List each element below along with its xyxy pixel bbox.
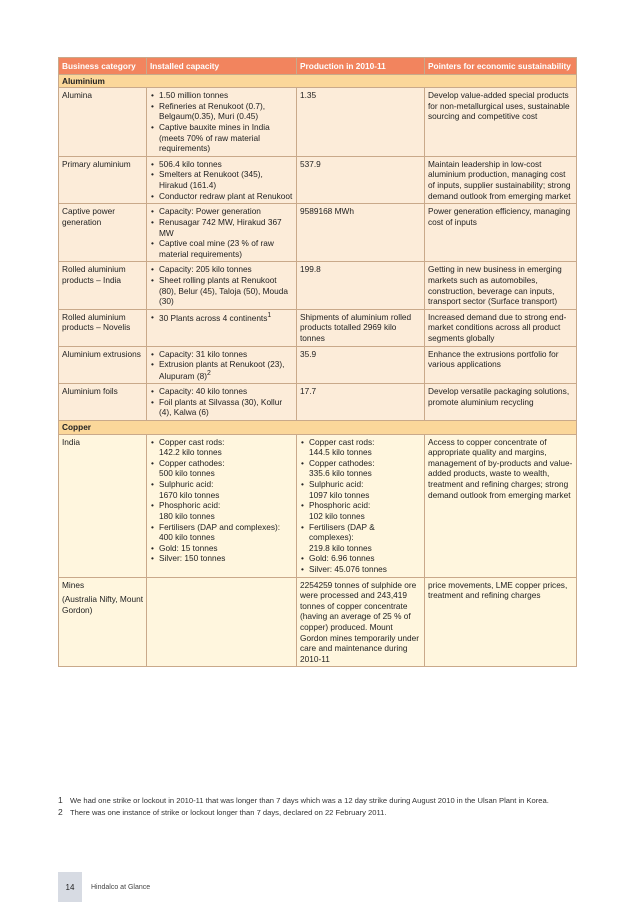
cell-capacity (147, 88, 297, 157)
table-row (59, 262, 577, 309)
list-item-label: Sulphuric acid: (159, 479, 214, 490)
cell-capacity (147, 384, 297, 421)
list-item-value: 102 kilo tonnes (309, 510, 365, 521)
list-item-value: 335.6 kilo tonnes (309, 468, 372, 479)
capacity-list (150, 437, 293, 564)
capacity-item (150, 206, 293, 217)
cell-production: 17.7 (297, 384, 425, 421)
capacity-item (150, 191, 293, 202)
capacity-item-text: Capacity: 205 kilo tonnes (159, 264, 252, 275)
capacity-item (150, 159, 293, 170)
table-row (59, 204, 577, 262)
list-item (150, 458, 293, 479)
cell-category: Captive power generation (59, 204, 147, 262)
capacity-item-text: Sheet rolling plants at Renukoot (80), Belur (45), Taloja (50), Mouda (30) (159, 274, 288, 307)
cell-production: 2254259 tonnes of sulphide ore were processed and 243,419 tonnes of copper concentrate (having an average of 25 % of copper) produced. Mount Gordon mines temporarily under care and maintenance during 2010-11 (297, 577, 425, 667)
capacity-item (150, 90, 293, 101)
list-item-value: 219.8 kilo tonnes (309, 542, 372, 553)
list-item (150, 500, 293, 521)
table-row (59, 384, 577, 421)
list-item-label: Silver: 150 tonnes (159, 553, 226, 564)
capacity-item-text: Renusagar 742 MW, Hirakud 367 MW (159, 216, 282, 238)
list-item-value: 1097 kilo tonnes (309, 489, 370, 500)
cell-category: Aluminium foils (59, 384, 147, 421)
capacity-item (150, 122, 293, 154)
capacity-item (150, 397, 293, 418)
list-item-label: Copper cast rods: (309, 436, 375, 447)
capacity-item (150, 359, 293, 381)
footnote-text: There was one instance of strike or lockout longer than 7 days, declared on 22 February 2011. (70, 808, 387, 818)
list-item (150, 553, 293, 564)
cell-pointers: price movements, LME copper prices, treatment and refining charges (425, 577, 577, 667)
header-business-category: Business category (59, 58, 147, 75)
production-list (300, 437, 421, 575)
capacity-item (150, 275, 293, 307)
footnote-number: 1 (58, 795, 63, 805)
list-item-label: Silver: 45.076 tonnes (309, 563, 387, 574)
cell-capacity (147, 156, 297, 203)
list-item-value: 144.5 kilo tonnes (309, 447, 372, 458)
table-row (59, 156, 577, 203)
page-footer (58, 872, 150, 902)
list-item-label: Copper cathodes: (159, 457, 225, 468)
header-pointers: Pointers for economic sustainability (425, 58, 577, 75)
table-row-copper-india (59, 434, 577, 577)
capacity-item-text: Capacity: Power generation (159, 206, 261, 217)
cell-production: 537.9 (297, 156, 425, 203)
cell-pointers: Maintain leadership in low-cost aluminium production, managing cost of inputs, supplier sustainability; strong demand outlook from emerging market (425, 156, 577, 203)
capacity-list (150, 159, 293, 201)
category-subtitle: (Australia Nifty, Mount Gordon) (62, 594, 143, 615)
list-item-label: Phosphoric acid: (159, 500, 221, 511)
list-item (300, 437, 421, 458)
cell-category (59, 577, 147, 667)
capacity-item-text: Captive bauxite mines in India (meets 70% of raw material requirements) (159, 122, 270, 154)
list-item (300, 479, 421, 500)
footnote-marker: 1 (267, 311, 272, 319)
section-label-aluminium: Aluminium (59, 74, 577, 88)
page-number: 14 (58, 872, 82, 902)
capacity-item (150, 101, 293, 122)
capacity-item (150, 217, 293, 238)
list-item (300, 564, 421, 575)
cell-pointers: Develop versatile packaging solutions, promote aluminium recycling (425, 384, 577, 421)
footnote-text: We had one strike or lockout in 2010-11 that was longer than 7 days which was a 12 day strike during August 2010 in the Ulsan Plant in Korea. (70, 796, 549, 805)
cell-category: Rolled aluminium products – Novelis (59, 309, 147, 346)
cell-production: 9589168 MWh (297, 204, 425, 262)
cell-production: 1.35 (297, 88, 425, 157)
cell-production: 35.9 (297, 346, 425, 384)
cell-pointers: Develop value-added special products for non-metallurgical uses, sustainable sourcing and competitive cost (425, 88, 577, 157)
capacity-table-container (58, 57, 576, 667)
cell-pointers: Increased demand due to strong end-market conditions across all product segments globally (425, 309, 577, 346)
capacity-item (150, 386, 293, 397)
list-item-value: 500 kilo tonnes (159, 468, 215, 479)
footer-title: Hindalco at Glance (91, 883, 151, 891)
capacity-item-text: Refineries at Renukoot (0.7), Belgaum(0.35), Muri (0.45) (159, 100, 266, 122)
table-body (59, 74, 577, 667)
capacity-item-text: Smelters at Renukoot (345), Hirakud (161.4) (159, 169, 263, 191)
cell-pointers: Power generation efficiency, managing cost of inputs (425, 204, 577, 262)
list-item-label: Phosphoric acid: (309, 500, 371, 511)
cell-category: Primary aluminium (59, 156, 147, 203)
capacity-item-text: Extrusion plants at Renukoot (23), Alupuram (8) (159, 359, 285, 381)
footnote-1 (58, 796, 588, 806)
capacity-list (150, 264, 293, 306)
header-installed-capacity: Installed capacity (147, 58, 297, 75)
cell-pointers: Getting in new business in emerging markets such as automobiles, construction, beverage can inputs, transport sector (Surface transport) (425, 262, 577, 309)
cell-production (297, 434, 425, 577)
footnote-number: 2 (58, 807, 63, 818)
capacity-item (150, 312, 293, 323)
list-item-label: Fertilisers (DAP and complexes): 400 kilo tonnes (159, 521, 281, 543)
section-label-copper: Copper (59, 421, 577, 435)
cell-capacity (147, 204, 297, 262)
cell-capacity (147, 434, 297, 577)
capacity-item-text: 30 Plants across 4 continents (159, 312, 268, 323)
capacity-item-text: Foil plants at Silvassa (30), Kollur (4), Kalwa (6) (159, 396, 283, 418)
table-row-copper-mines (59, 577, 577, 667)
list-item-label: Gold: 15 tonnes (159, 542, 218, 553)
capacity-list (150, 312, 293, 323)
section-row-aluminium (59, 74, 577, 88)
list-item (150, 437, 293, 458)
cell-production: 199.8 (297, 262, 425, 309)
capacity-item-text: Conductor redraw plant at Renukoot (159, 190, 293, 201)
list-item-label: Fertilisers (DAP & complexes): (309, 521, 375, 543)
capacity-item-text: 506.4 kilo tonnes (159, 158, 222, 169)
capacity-item-text: Captive coal mine (23 % of raw material requirements) (159, 238, 274, 259)
list-item-label: Copper cathodes: (309, 457, 375, 468)
list-item-label: Copper cast rods: (159, 436, 225, 447)
capacity-list (150, 386, 293, 418)
list-item-label: Gold: 6.96 tonnes (309, 553, 375, 564)
footnotes (58, 796, 588, 821)
capacity-list (150, 206, 293, 259)
capacity-table (58, 57, 577, 667)
capacity-item (150, 264, 293, 275)
cell-capacity (147, 346, 297, 384)
list-item-value: 1670 kilo tonnes (159, 489, 220, 500)
list-item-label: Sulphuric acid: (309, 479, 364, 490)
cell-category: Alumina (59, 88, 147, 157)
list-item (300, 553, 421, 564)
list-item (300, 500, 421, 521)
header-production: Production in 2010-11 (297, 58, 425, 75)
category-name: Mines (62, 579, 85, 590)
footnote-2 (58, 808, 588, 818)
capacity-item-text: Capacity: 31 kilo tonnes (159, 348, 248, 359)
capacity-item (150, 238, 293, 259)
capacity-item-text: 1.50 million tonnes (159, 90, 229, 101)
table-row (59, 346, 577, 384)
list-item-value: 180 kilo tonnes (159, 510, 215, 521)
list-item (150, 543, 293, 554)
list-item (300, 458, 421, 479)
capacity-item-text: Capacity: 40 kilo tonnes (159, 386, 248, 397)
table-header-row (59, 58, 577, 75)
table-row (59, 88, 577, 157)
cell-production: Shipments of aluminium rolled products totalled 2969 kilo tonnes (297, 309, 425, 346)
footnote-marker: 2 (206, 369, 211, 377)
capacity-list (150, 349, 293, 382)
cell-category: India (59, 434, 147, 577)
cell-category: Aluminium extrusions (59, 346, 147, 384)
capacity-list (150, 90, 293, 154)
cell-pointers: Enhance the extrusions portfolio for various applications (425, 346, 577, 384)
table-row (59, 309, 577, 346)
list-item-value: 142.2 kilo tonnes (159, 447, 222, 458)
cell-pointers: Access to copper concentrate of appropriate quality and margins, management of by-products and value-added products, waste to wealth, treatment and refining charges; strong demand outlook from emerging market (425, 434, 577, 577)
cell-capacity (147, 309, 297, 346)
cell-capacity (147, 262, 297, 309)
list-item (300, 522, 421, 554)
capacity-item (150, 349, 293, 360)
list-item (150, 479, 293, 500)
section-row-copper (59, 421, 577, 435)
list-item (150, 522, 293, 543)
cell-capacity (147, 577, 297, 667)
capacity-item (150, 169, 293, 190)
cell-category: Rolled aluminium products – India (59, 262, 147, 309)
